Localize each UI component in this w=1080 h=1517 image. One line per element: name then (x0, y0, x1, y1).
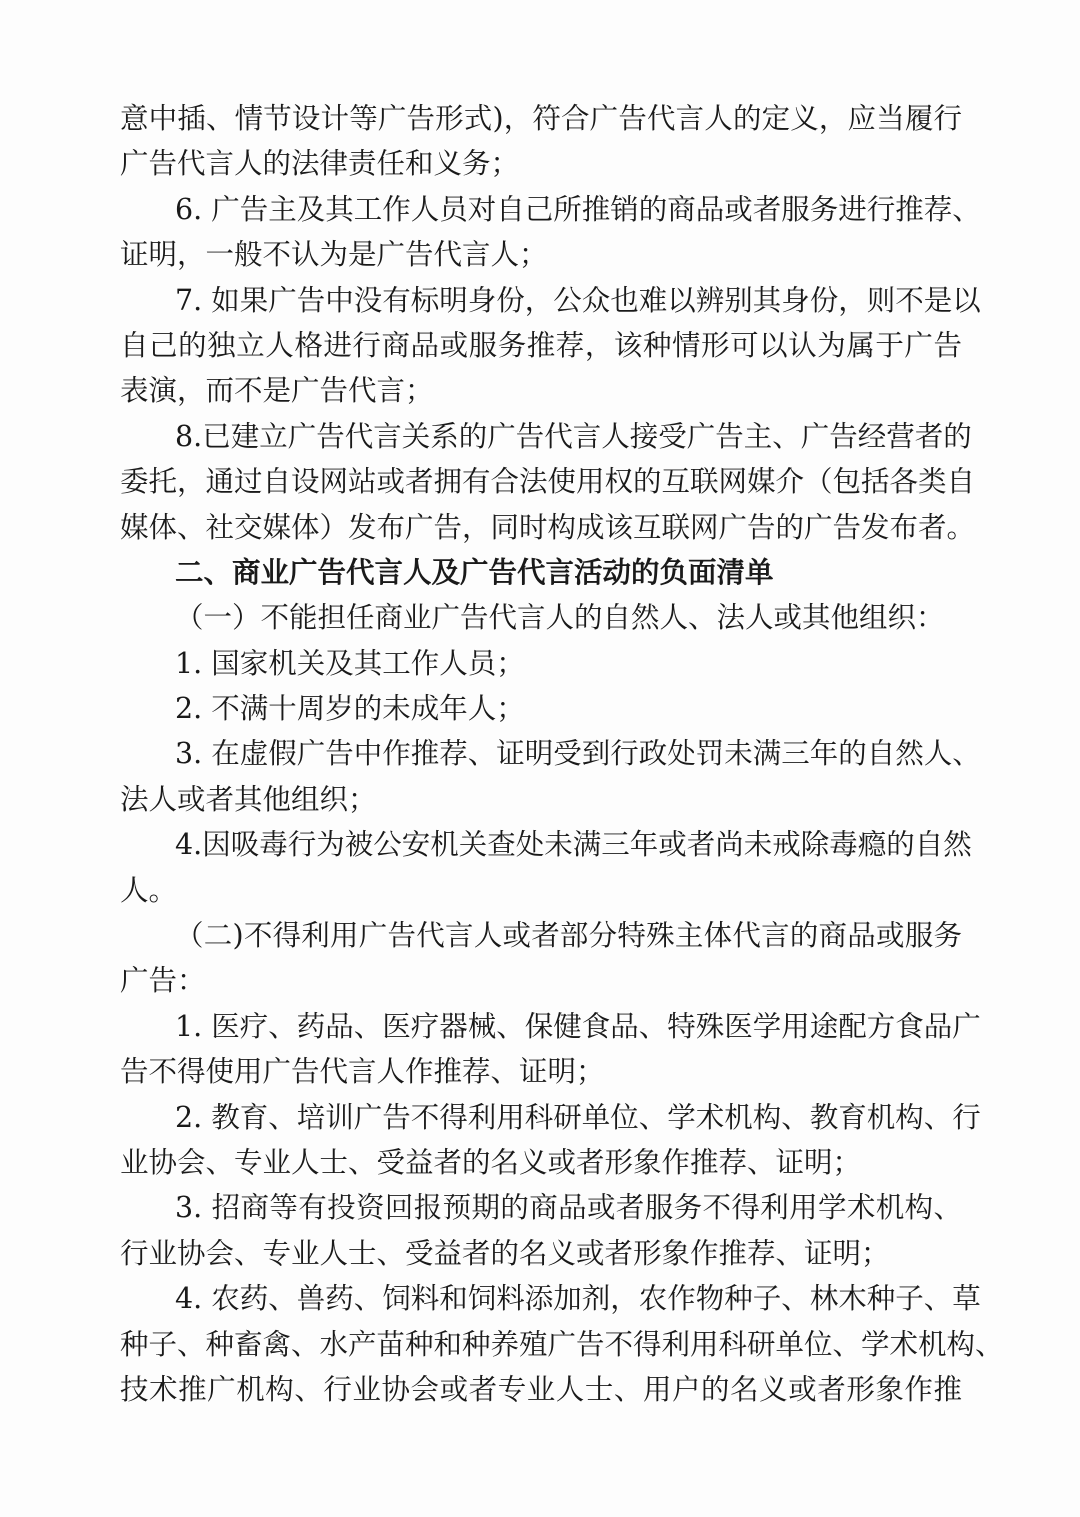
list-item: 1. 国家机关及其工作人员； (175, 646, 525, 680)
list-item: 8.已建立广告代言关系的广告代言人接受广告主、广告经营者的 (175, 419, 972, 453)
list-item: 6. 广告主及其工作人员对自己所推销的商品或者服务进行推荐、 (175, 192, 981, 226)
document-body (120, 96, 1004, 1412)
list-item: 2. 不满十周岁的未成年人； (175, 692, 525, 726)
list-item: 2. 教育、培训广告不得利用科研单位、学术机构、教育机构、行 (175, 1100, 981, 1134)
text-line: 种子、种畜禽、水产苗种和种养殖广告不得利用科研单位、学术机构、 (120, 1327, 1004, 1361)
text-line: 意中插、情节设计等广告形式)，符合广告代言人的定义，应当履行 (120, 102, 962, 135)
text-line: 证明，一般不认为是广告代言人； (120, 238, 548, 272)
text-line: 媒体、社交媒体）发布广告，同时构成该互联网广告的广告发布者。 (120, 510, 976, 544)
list-item: 3. 在虚假广告中作推荐、证明受到行政处罚未满三年的自然人、 (175, 737, 981, 771)
list-item: 4.因吸毒行为被公安机关查处未满三年或者尚未戒除毒瘾的自然 (175, 828, 972, 862)
text-line: 行业协会、专业人士、受益者的名义或者形象作推荐、证明； (120, 1236, 890, 1270)
text-line: 表演，而不是广告代言； (120, 374, 434, 408)
text-line: 广告代言人的法律责任和义务； (120, 147, 520, 181)
text-line: 法人或者其他组织； (120, 782, 377, 816)
text-line: 委托，通过自设网站或者拥有合法使用权的互联网媒介（包括各类自 (120, 465, 976, 499)
list-item: 4. 农药、兽药、饲料和饲料添加剂，农作物种子、林木种子、草 (175, 1282, 981, 1316)
text-line: 告不得使用广告代言人作推荐、证明； (120, 1055, 605, 1089)
text-line: 业协会、专业人士、受益者的名义或者形象作推荐、证明； (120, 1145, 862, 1179)
subsection-heading: （二)不得利用广告代言人或者部分特殊主体代言的商品或服务 (175, 919, 962, 953)
text-line: 技术推广机构、行业协会或者专业人士、用户的名义或者形象作推 (120, 1372, 962, 1406)
subsection-heading: （一）不能担任商业广告代言人的自然人、法人或其他组织： (175, 601, 945, 635)
text-line: 自己的独立人格进行商品或服务推荐，该种情形可以认为属于广告 (120, 328, 962, 362)
text-line: 人。 (120, 873, 178, 907)
text-line: 广告： (120, 964, 206, 998)
list-item: 7. 如果广告中没有标明身份，公众也难以辨别其身份，则不是以 (175, 283, 981, 317)
list-item: 3. 招商等有投资回报预期的商品或者服务不得利用学术机构、 (175, 1191, 962, 1225)
section-heading: 二、商业广告代言人及广告代言活动的负面清单 (175, 555, 774, 589)
list-item: 1. 医疗、药品、医疗器械、保健食品、特殊医学用途配方食品广 (175, 1009, 981, 1043)
